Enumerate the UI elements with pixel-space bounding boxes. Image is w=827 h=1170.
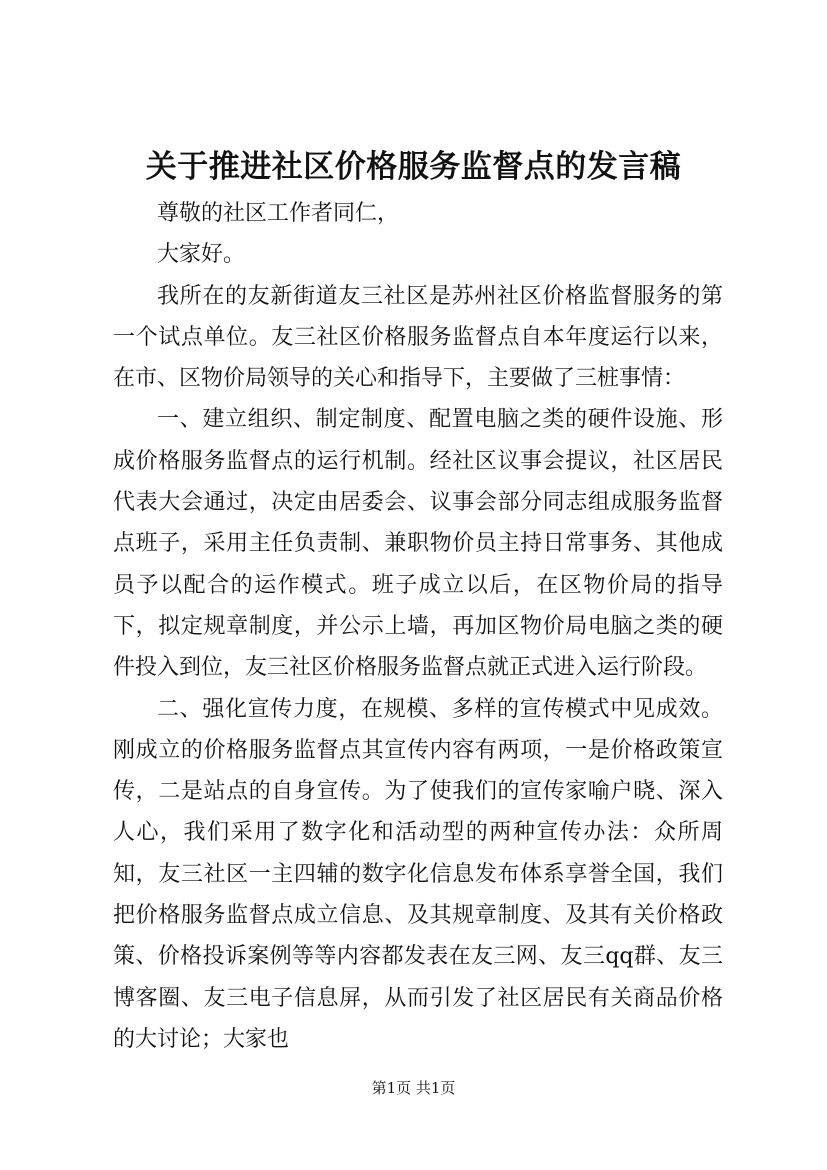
greeting-paragraph: 大家好。 [157, 242, 246, 268]
salutation-paragraph: 尊敬的社区工作者同仁， [157, 201, 400, 226]
document-title: 关于推进社区价格服务监督点的发言稿 [145, 149, 682, 185]
document-body [113, 193, 723, 1060]
intro-paragraph: 我所在的友新街道友三社区是苏州社区价格监督服务的第一个试点单位。友三社区价格服务监督点自本年度运行以来，在市、区物价局领导的关心和指导下，主要做了三桩事情： [113, 283, 723, 392]
page-footer: 第1页 共1页 [371, 1079, 456, 1097]
point-one-paragraph: 一、建立组织、制定制度、配置电脑之类的硬件设施、形成价格服务监督点的运行机制。经社区议事会提议，社区居民代表大会通过，决定由居委会、议事会部分同志组成服务监督点班子，采用主任负责制、兼职物价员主持日常事务、其他成员予以配合的运作模式。班子成立以后，在区物价局的指导下，拟定规章制度，并公示上墙，再加区物价局电脑之类的硬件投入到位，友三社区价格服务监督点就正式进入运行阶段。 [113, 407, 723, 681]
point-two-paragraph: 二、强化宣传力度，在规模、多样的宣传模式中见成效。刚成立的价格服务监督点其宣传内容有两项，一是价格政策宣传，二是站点的自身宣传。为了使我们的宣传家喻户晓、深入人心，我们采用了数字化和活动型的两种宣传办法：众所周知，友三社区一主四辅的数字化信息发布体系享誉全国，我们把价格服务监督点成立信息、及其规章制度、及其有关价格政策、价格投诉案例等等内容都发表在友三网、友三qq群、友三博客圈、友三电子信息屏，从而引发了社区居民有关商品价格的大讨论；大家也 [113, 696, 723, 1052]
